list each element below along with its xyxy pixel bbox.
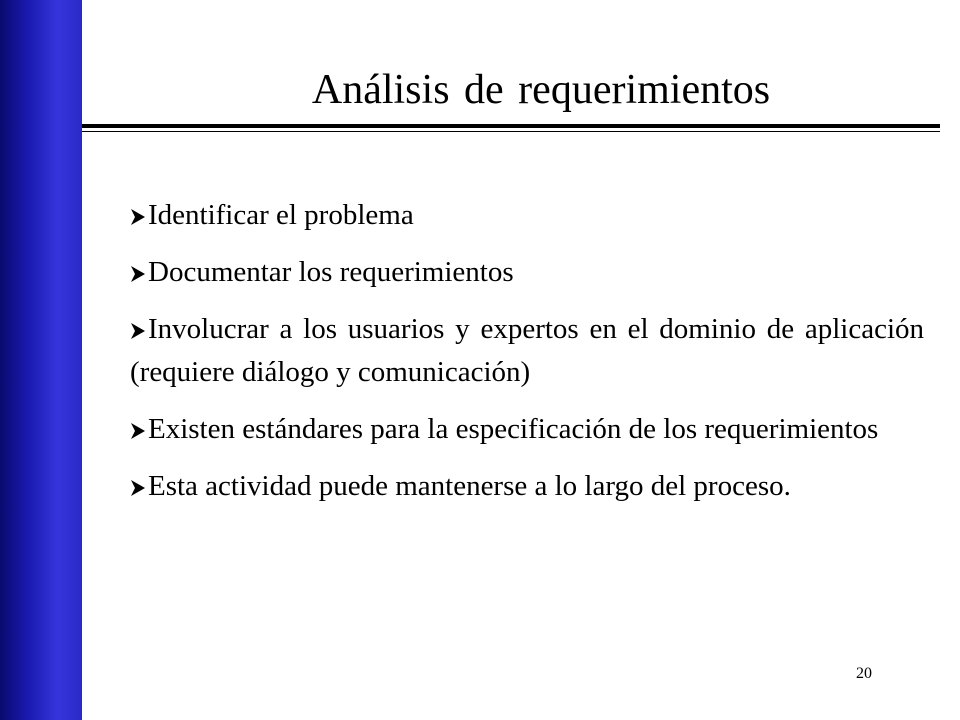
bullet-item	[130, 308, 924, 394]
arrow-bullet-icon	[130, 206, 146, 224]
title-underline-thick	[82, 124, 940, 128]
bullet-list	[130, 194, 924, 522]
bullet-text: Involucrar a los usuarios y expertos en el dominio de aplicación (requiere diálogo y comunicación)	[130, 313, 924, 388]
bullet-text: Existen estándares para la especificación de los requerimientos	[148, 413, 879, 445]
arrow-bullet-icon	[130, 320, 146, 338]
bullet-item	[130, 194, 924, 237]
arrow-bullet-icon	[130, 477, 146, 495]
arrow-bullet-icon	[130, 420, 146, 438]
bullet-item	[130, 465, 924, 508]
page-number: 20	[856, 665, 872, 682]
title-underline-thin	[82, 131, 940, 132]
bullet-item	[130, 408, 924, 451]
slide-title: Análisis de requerimientos	[311, 67, 771, 113]
arrow-bullet-icon	[130, 263, 146, 281]
bullet-text: Documentar los requerimientos	[148, 256, 514, 288]
bullet-item	[130, 251, 924, 294]
bullet-text: Identificar el problema	[148, 199, 414, 231]
side-bar-decoration	[0, 0, 82, 720]
bullet-text: Esta actividad puede mantenerse a lo largo del proceso.	[148, 470, 791, 502]
